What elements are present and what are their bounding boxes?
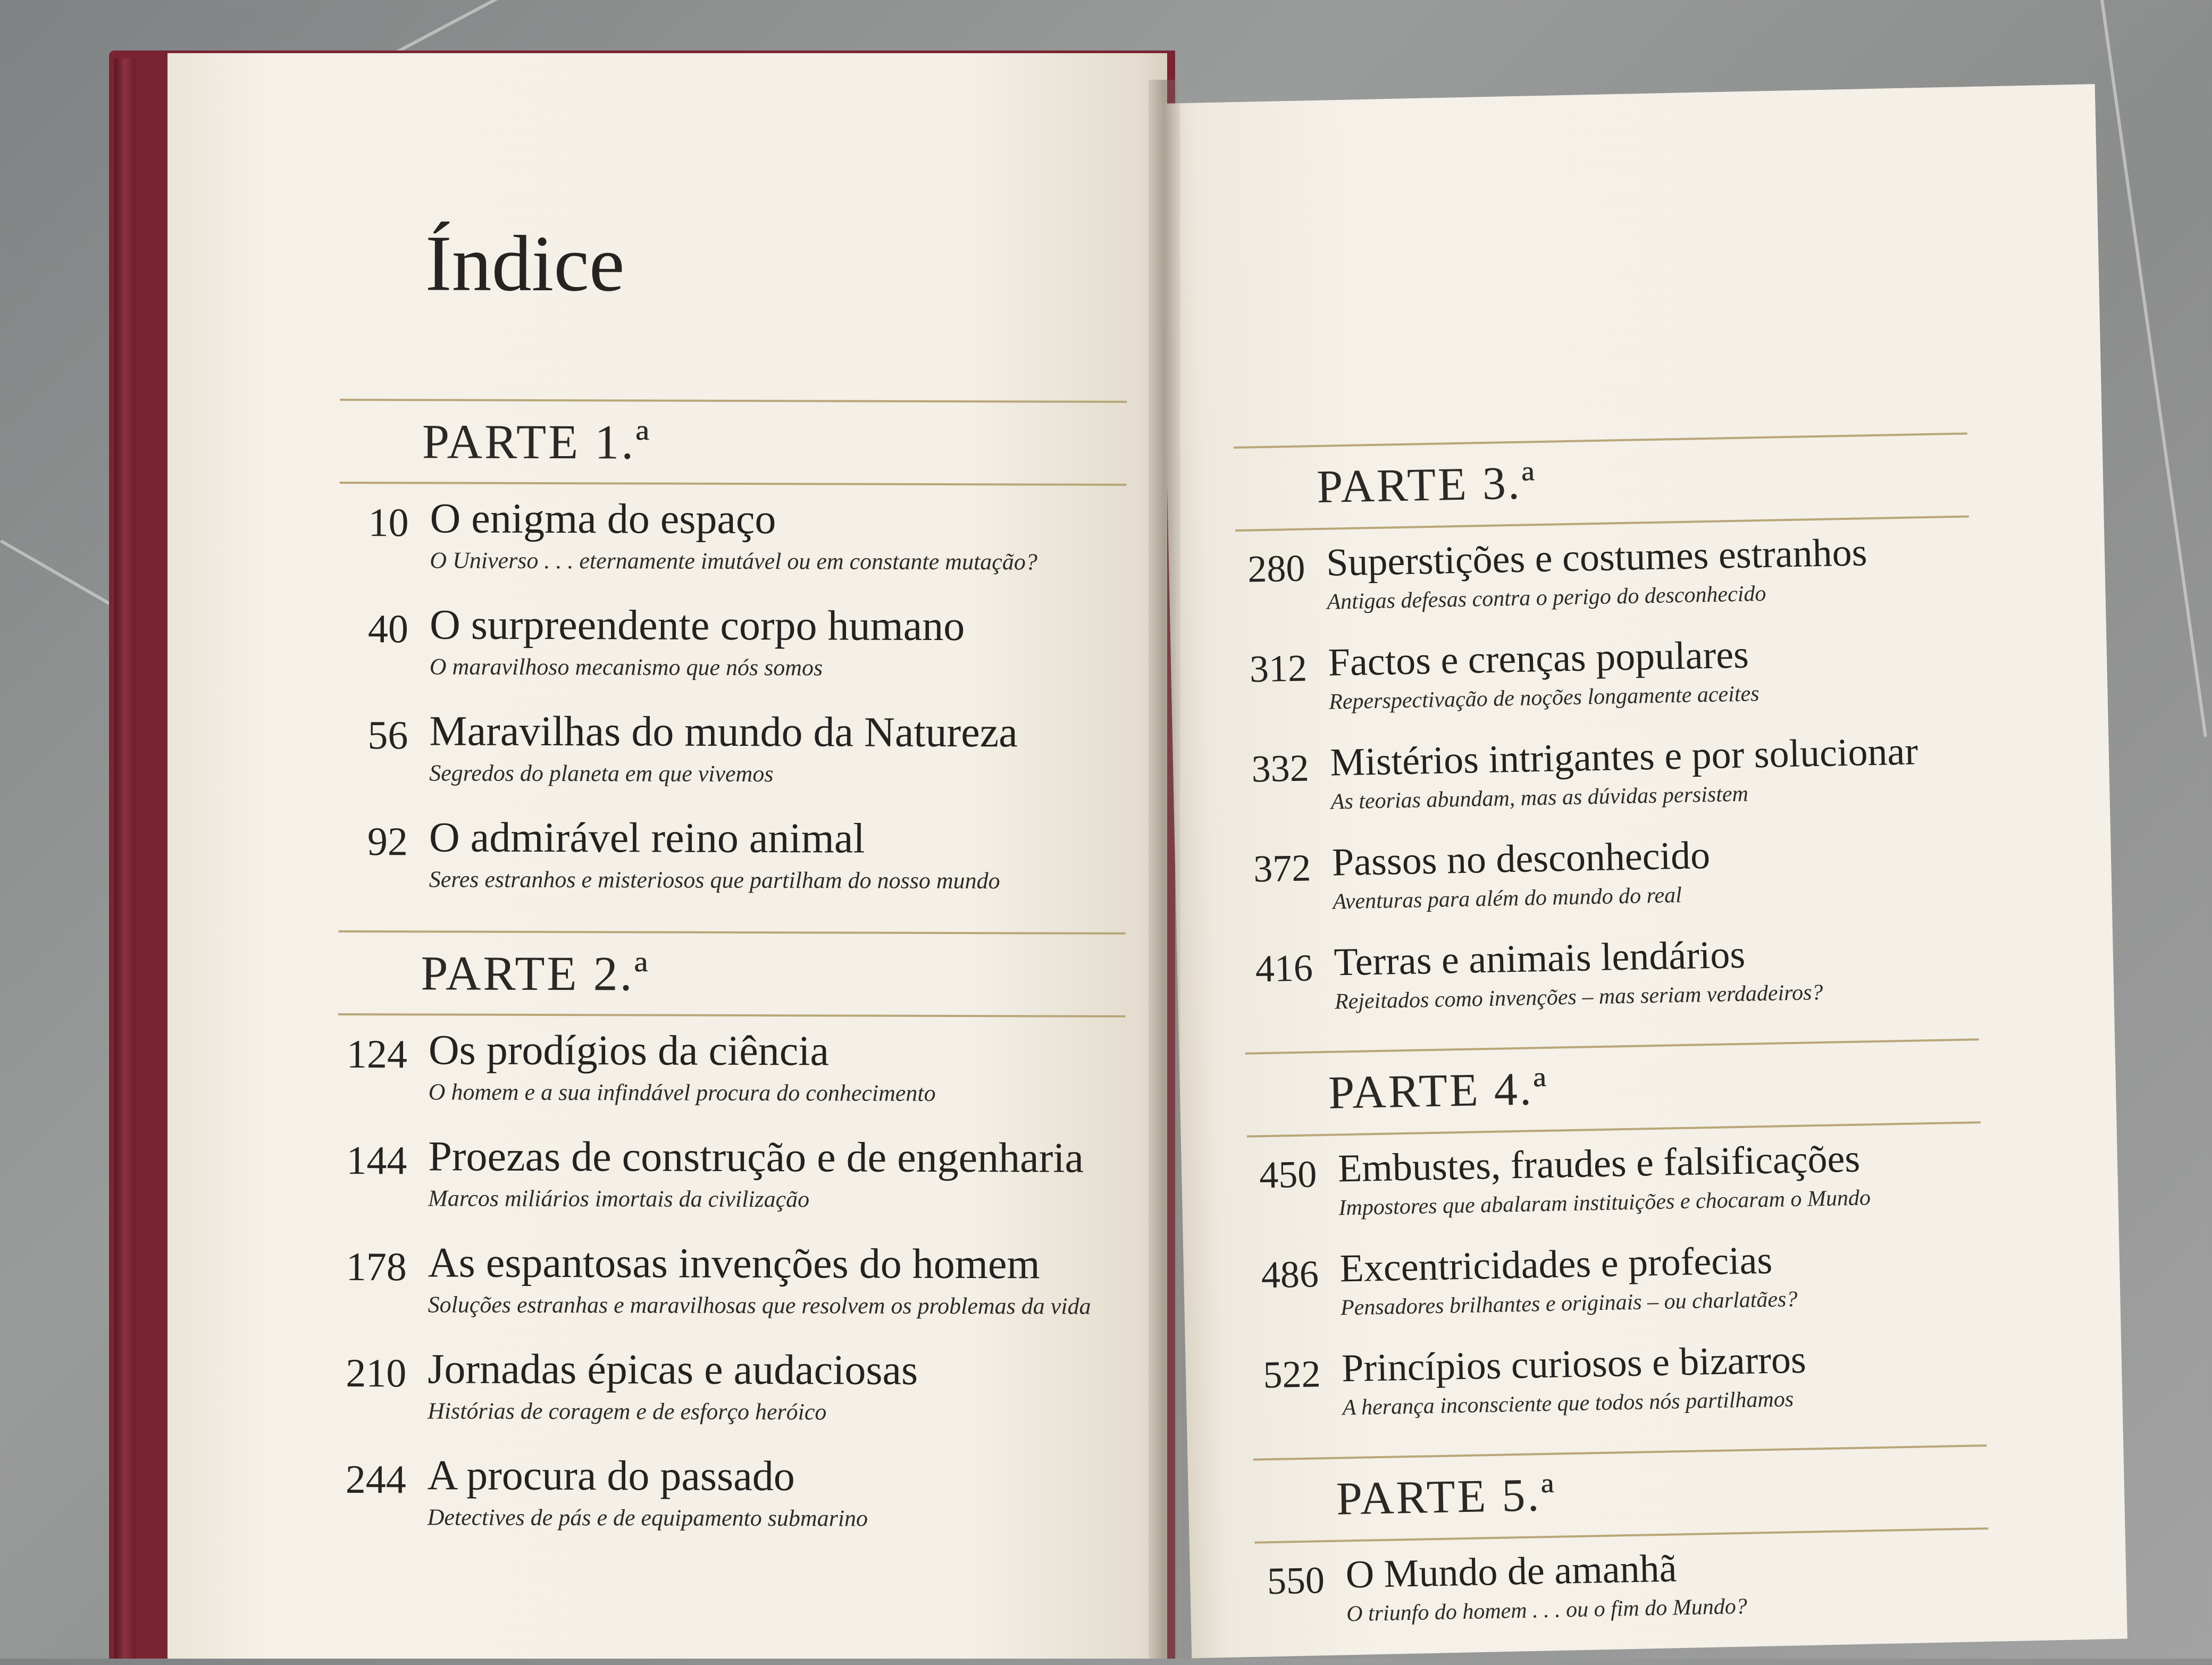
toc-page-number: 312: [1249, 646, 1308, 691]
toc-entry: [1237, 628, 1973, 742]
floor-tile-joint: [2100, 0, 2207, 737]
toc-chapter-title: O surpreendente corpo humano: [429, 601, 965, 650]
toc-entry: [337, 1451, 1124, 1560]
book-spine-edge: [114, 58, 136, 1659]
toc-chapter-title: Proezas de construção e de engenharia: [428, 1133, 1084, 1182]
part-section: [1234, 433, 1979, 1042]
toc-chapter-subtitle: Rejeitados como invenções – mas seriam verdadeiros?: [1334, 980, 1823, 1014]
toc-chapter-subtitle: Antigas defesas contra o perigo do desconhecido: [1327, 581, 1766, 615]
toc-entry: [1235, 528, 1971, 642]
toc-page-number: 40: [367, 607, 409, 652]
toc-chapter-title: O enigma do espaço: [430, 495, 776, 543]
toc-entry: [1239, 728, 1975, 842]
toc-entry: [338, 1132, 1125, 1241]
toc-chapter-title: Embustes, fraudes e falsificações: [1337, 1137, 1861, 1191]
toc-chapter-subtitle: Pensadores brilhantes e originais – ou charlatães?: [1340, 1286, 1798, 1321]
part-heading: PARTE 1.ª: [422, 414, 651, 469]
toc-entry: [1247, 1134, 1982, 1248]
toc-chapter-subtitle: Seres estranhos e misteriosos que partilham do nosso mundo: [429, 866, 1000, 894]
toc-page-number: 56: [367, 713, 408, 758]
toc-page-number: 92: [367, 819, 408, 864]
part-heading: PARTE 5.ª: [1336, 1469, 1557, 1525]
toc-chapter-title: Os prodígios da ciência: [428, 1027, 830, 1075]
toc-entry: [1243, 928, 1979, 1041]
toc-chapter-subtitle: Segredos do planeta em que vivemos: [429, 760, 774, 787]
toc-chapter-title: Superstições e costumes estranhos: [1326, 531, 1868, 585]
left-page-content: [337, 219, 1127, 1570]
toc-page-number: 486: [1261, 1252, 1319, 1297]
toc-page-number: 124: [346, 1032, 408, 1077]
toc-chapter-title: Maravilhas do mundo da Natureza: [429, 708, 1018, 756]
toc-chapter-title: O admirável reino animal: [429, 814, 865, 862]
toc-entry: [339, 707, 1126, 815]
toc-chapter-subtitle: O Universo . . . eternamente imutável ou em constante mutação?: [430, 547, 1037, 575]
toc-entry: [1255, 1540, 1990, 1654]
toc-chapter-subtitle: As teorias abundam, mas as dúvidas persistem: [1330, 781, 1749, 814]
toc-chapter-subtitle: Histórias de coragem e de esforço heróico: [428, 1398, 827, 1425]
toc-page-number: 450: [1259, 1153, 1318, 1197]
toc-page-number: 144: [346, 1138, 407, 1183]
toc-chapter-subtitle: Aventuras para além do mundo do real: [1333, 882, 1682, 914]
toc-chapter-title: Terras e animais lendários: [1333, 932, 1746, 985]
toc-page-number: 210: [346, 1351, 407, 1396]
toc-chapter-title: Mistérios intrigantes e por solucionar: [1329, 729, 1918, 785]
toc-page-number: 416: [1255, 946, 1313, 990]
toc-page-number: 244: [345, 1457, 406, 1502]
toc-chapter-subtitle: A herança inconsciente que todos nós partilhamos: [1342, 1387, 1794, 1420]
toc-entry: [339, 813, 1126, 922]
toc-chapter-subtitle: O triunfo do homem . . . ou o fim do Mundo?: [1346, 1594, 1748, 1627]
toc-page-number: 10: [368, 500, 409, 545]
part-section: [339, 399, 1127, 922]
toc-chapter-subtitle: Detectives de pás e de equipamento submarino: [427, 1504, 868, 1532]
toc-entry: [338, 1026, 1126, 1134]
toc-chapter-subtitle: Impostores que abalaram instituições e chocaram o Mundo: [1338, 1185, 1871, 1221]
toc-chapter-title: As espantosas invenções do homem: [428, 1239, 1040, 1288]
toc-chapter-subtitle: O homem e a sua infindável procura do conhecimento: [428, 1079, 936, 1106]
toc-chapter-subtitle: Marcos miliários imortais da civilização: [428, 1185, 810, 1213]
part-section: [337, 930, 1125, 1560]
toc-chapter-title: O Mundo de amanhã: [1345, 1546, 1678, 1597]
toc-chapter-title: Factos e crenças populares: [1328, 633, 1749, 685]
right-page-content: [1234, 433, 1991, 1665]
toc-chapter-subtitle: Reperspectivação de noções longamente aceites: [1328, 682, 1759, 714]
part-heading: PARTE 4.ª: [1328, 1063, 1549, 1119]
toc-page-number: 522: [1262, 1352, 1321, 1397]
toc-chapter-title: Passos no desconhecido: [1331, 833, 1711, 885]
toc-entry: [1241, 828, 1976, 941]
toc-chapter-title: Excentricidades e profecias: [1339, 1238, 1773, 1291]
toc-entry: [339, 601, 1127, 709]
toc-entry: [1249, 1234, 1984, 1348]
toc-chapter-title: Princípios curiosos e bizarros: [1341, 1338, 1807, 1391]
toc-chapter-subtitle: O maravilhoso mecanismo que nós somos: [429, 653, 823, 681]
page-title: Índice: [425, 219, 625, 308]
part-section: [1245, 1038, 1987, 1448]
toc-page-number: 280: [1247, 546, 1306, 591]
book-gutter: [1149, 80, 1180, 1659]
toc-entry: [337, 1239, 1125, 1347]
toc-page-number: 178: [346, 1244, 407, 1290]
part-heading: PARTE 2.ª: [421, 946, 650, 1001]
toc-page-number: 332: [1251, 746, 1310, 791]
toc-entry: [1251, 1334, 1987, 1448]
toc-page-number: 372: [1253, 846, 1312, 890]
toc-chapter-title: Jornadas épicas e audaciosas: [428, 1346, 918, 1394]
toc-page-number: 550: [1267, 1559, 1325, 1603]
toc-entry: [339, 494, 1127, 603]
toc-chapter-subtitle: Soluções estranhas e maravilhosas que resolvem os problemas da vida: [428, 1291, 1091, 1319]
part-section: [1253, 1444, 1991, 1654]
toc-chapter-title: A procura do passado: [427, 1452, 795, 1500]
toc-entry: [337, 1345, 1125, 1453]
part-heading: PARTE 3.ª: [1316, 457, 1537, 514]
